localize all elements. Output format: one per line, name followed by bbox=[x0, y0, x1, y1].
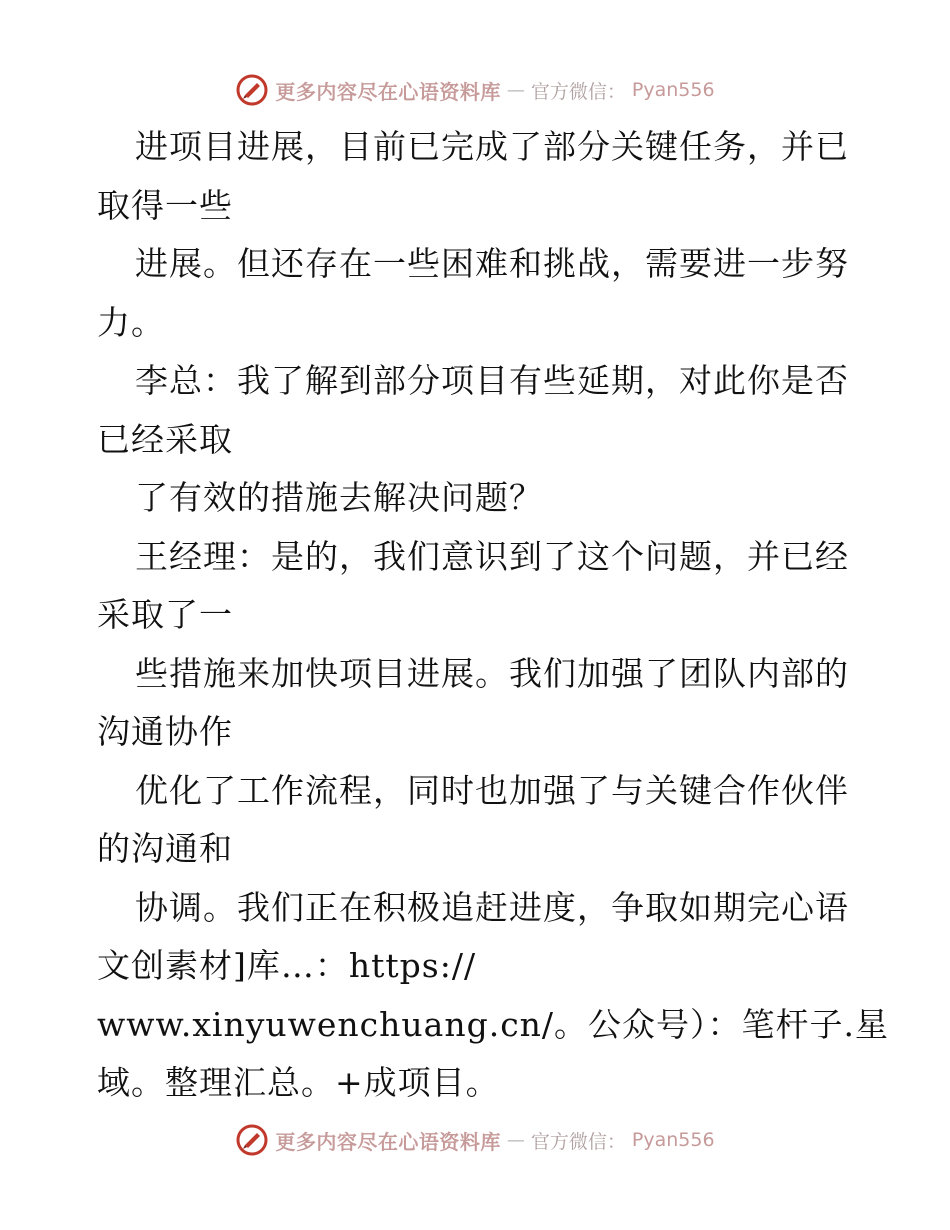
footer-banner-separator: — bbox=[506, 1129, 525, 1151]
header-banner bbox=[0, 70, 950, 110]
text-line: 些措施来加快项目进展。我们加强了团队内部的 bbox=[135, 653, 849, 693]
text-line: 力。 bbox=[97, 302, 165, 342]
footer-banner bbox=[0, 1120, 950, 1160]
text-line: 取得一些 bbox=[97, 185, 233, 225]
text-line: 采取了一 bbox=[97, 595, 233, 634]
text-line: 优化了工作流程，同时也加强了与关键合作伙伴 bbox=[135, 770, 849, 810]
text-line: 协调。我们正在积极追赶进度，争取如期完心语 bbox=[135, 887, 849, 927]
text-line: 的沟通和 bbox=[97, 829, 233, 868]
text-line: 文创素材]库…：https:// bbox=[97, 946, 477, 985]
header-wechat-label: 官方微信： bbox=[530, 80, 626, 103]
text-line: 进展。但还存在一些困难和挑战，需要进一步努 bbox=[135, 244, 849, 283]
logo-icon bbox=[235, 73, 269, 107]
logo-icon bbox=[235, 1123, 269, 1157]
header-wechat-id: Pyan556 bbox=[631, 79, 715, 101]
text-line: 李总：我了解到部分项目有些延期，对此你是否 bbox=[135, 361, 849, 400]
text-line: 了有效的措施去解决问题？ bbox=[135, 478, 543, 517]
document-body bbox=[97, 118, 890, 1113]
footer-banner-text: 更多内容尽在心语资料库 bbox=[275, 1129, 501, 1154]
footer-wechat-label: 官方微信： bbox=[530, 1130, 626, 1153]
text-line: www.xinyuwenchuang.cn/。公众号）：笔杆子.星 bbox=[97, 1004, 890, 1044]
header-banner-text: 更多内容尽在心语资料库 bbox=[275, 79, 501, 104]
text-line: 已经采取 bbox=[97, 419, 233, 459]
text-line: 王经理：是的，我们意识到了这个问题，并已经 bbox=[135, 536, 849, 576]
text-line: 沟通协作 bbox=[97, 712, 233, 751]
footer-wechat-id: Pyan556 bbox=[631, 1129, 715, 1151]
header-banner-separator: — bbox=[506, 79, 525, 101]
text-line: 进项目进展，目前已完成了部分关键任务，并已 bbox=[135, 127, 849, 166]
text-line: 域。整理汇总。+成项目。 bbox=[97, 1063, 500, 1102]
